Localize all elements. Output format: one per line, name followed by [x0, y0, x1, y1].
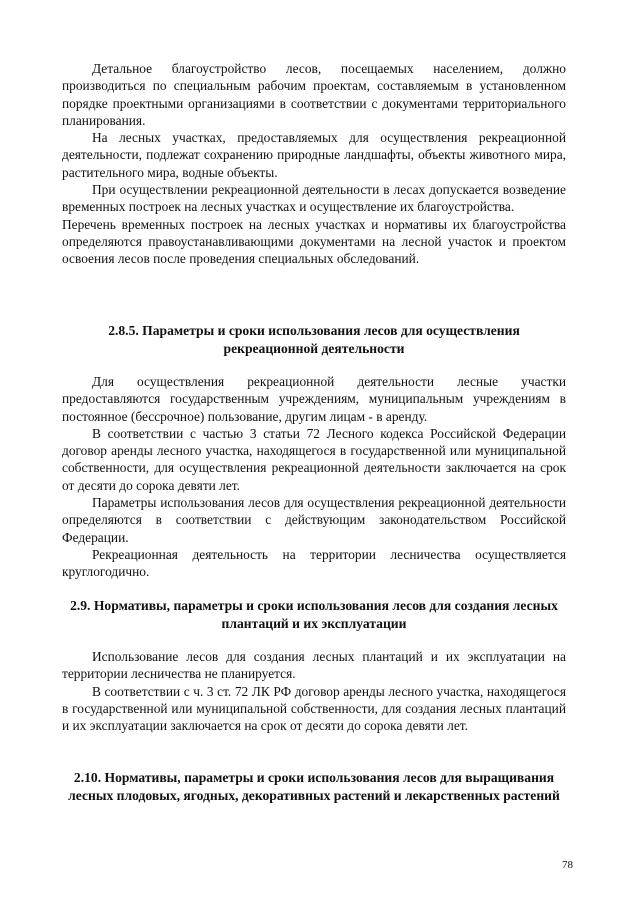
section-heading-2-9: 2.9. Нормативы, параметры и сроки использования лесов для создания лесных плантаций и их эксплуатации	[70, 598, 558, 631]
paragraph: Перечень временных построек на лесных участках и нормативы их благоустройства определяются правоустанавливающими документами на лесной участок и проектом освоения лесов после проведения специальных обследований.	[62, 216, 566, 267]
section-2-9-text	[62, 648, 566, 734]
section-2-8-5-text	[62, 373, 566, 581]
paragraph: В соответствии с ч. 3 ст. 72 ЛК РФ договор аренды лесного участка, находящегося в государственной или муниципальной собственности, для создания лесных плантаций и их эксплуатации заключается на срок от десяти до сорока девяти лет.	[62, 683, 566, 734]
paragraph: На лесных участках, предоставляемых для осуществления рекреационной деятельности, подлежат сохранению природные ландшафты, объекты животного мира, растительного мира, водные объекты.	[62, 130, 566, 180]
page-number: 78	[562, 859, 573, 871]
paragraph: Использование лесов для создания лесных плантаций и их эксплуатации на территории лесничества не планируется.	[62, 649, 566, 682]
paragraph: Рекреационная деятельность на территории лесничества осуществляется круглогодично.	[62, 546, 566, 580]
paragraph: Параметры использования лесов для осуществления рекреационной деятельности определяются в соответствии с действующим законодательством Российской Федерации.	[62, 495, 566, 545]
section-heading-2-10: 2.10. Нормативы, параметры и сроки использования лесов для выращивания лесных плодовых, ягодных, декоративных растений и лекарственных растений	[68, 770, 560, 803]
paragraph: Для осуществления рекреационной деятельности лесные участки предоставляются государственным учреждениям, муниципальным учреждениям в постоянное (бессрочное) пользование, другим лицам - в аренду.	[62, 374, 566, 424]
paragraph: При осуществлении рекреационной деятельности в лесах допускается возведение временных построек на лесных участках и осуществление их благоустройства.	[62, 182, 566, 215]
paragraph: Детальное благоустройство лесов, посещаемых населением, должно производиться по специальным рабочим проектам, составляемым в установленном порядке проектными организациями в соответствии с документами территориального планирования.	[62, 61, 566, 128]
intro-text-block	[62, 60, 566, 268]
paragraph: В соответствии с частью 3 статьи 72 Лесного кодекса Российской Федерации договор аренды лесного участка, находящегося в государственной или муниципальной собственности, для осуществления рекреационной деятельности заключается на срок от десяти до сорока девяти лет.	[62, 425, 566, 493]
section-heading-2-8-5: 2.8.5. Параметры и сроки использования лесов для осуществления рекреационной деятельности	[108, 323, 520, 356]
